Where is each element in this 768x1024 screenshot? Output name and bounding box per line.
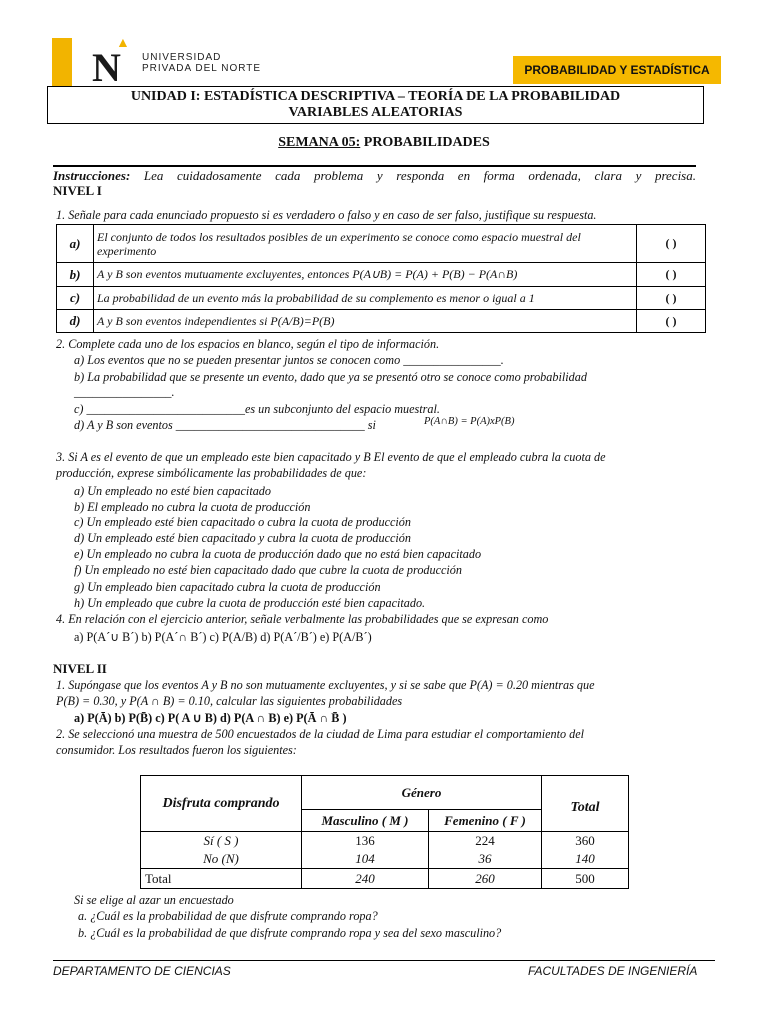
true-false-table <box>56 224 706 333</box>
sub-question-a: a. ¿Cuál es la probabilidad de que disfrute comprando ropa? <box>78 909 378 923</box>
total-f: 260 <box>429 869 542 889</box>
course-badge: PROBABILIDAD Y ESTADÍSTICA <box>513 56 721 84</box>
nivel1-q2: 2. Complete cada uno de los espacios en blanco, según el tipo de información. <box>56 337 440 351</box>
tf-answer-box[interactable]: ( ) <box>637 263 706 287</box>
total-label: Total <box>141 869 302 889</box>
q2-item: b) La probabilidad que se presente un evento, dado que ya se presentó otro se conoce como probabilidad <box>74 370 587 384</box>
q3-item: g) Un empleado bien capacitado cubra la cuota de producción <box>74 580 381 594</box>
unit-title-line1: UNIDAD I: ESTADÍSTICA DESCRIPTIVA – TEORÍA DE LA PROBABILIDAD <box>130 89 621 104</box>
tf-row-label: d) <box>57 310 94 333</box>
cell-m: 104 <box>302 850 429 869</box>
nivel1-title: NIVEL I <box>53 183 102 198</box>
logo-arrow-icon: ▲ <box>116 36 130 51</box>
logo-line1: UNIVERSIDAD <box>142 52 222 63</box>
tf-row <box>57 263 706 287</box>
q3-item: c) Un empleado esté bien capacitado o cubra la cuota de producción <box>74 515 411 529</box>
logo-accent-bar <box>52 38 72 86</box>
nivel1-q1: 1. Señale para cada enunciado propuesto si es verdadero o falso y en caso de ser falso, justifique su respuesta. <box>56 208 597 222</box>
col-total: Total <box>542 798 629 820</box>
col-femenino: Femenino ( F ) <box>429 810 542 832</box>
tf-row <box>57 310 706 333</box>
footer-department: DEPARTAMENTO DE CIENCIAS <box>53 964 231 978</box>
q3-item: d) Un empleado esté bien capacitado y cubra la cuota de producción <box>74 531 411 545</box>
logo-line2: PRIVADA DEL NORTE <box>142 63 262 74</box>
instructions-text: Lea cuidadosamente cada problema y responda en forma ordenada, clara y precisa. <box>130 168 696 183</box>
row-label: Sí ( S ) <box>141 832 302 851</box>
tf-row <box>57 287 706 310</box>
instructions <box>53 168 696 184</box>
footer-faculty: FACULTADES DE INGENIERÍA <box>528 964 698 978</box>
q3-item: a) Un empleado no esté bien capacitado <box>74 484 271 498</box>
q2-item: c) __________________________es un subconjunto del espacio muestral. <box>74 402 440 416</box>
sub-question-b: b. ¿Cuál es la probabilidad de que disfrute comprando ropa y sea del sexo masculino? <box>78 926 502 940</box>
tf-row-text: La probabilidad de un evento más la probabilidad de su complemento es menor o igual a 1 <box>94 287 637 310</box>
nivel2-q1: 1. Supóngase que los eventos A y B no son mutuamente excluyentes, y si se sabe que P(A) = 0.20 mientras que <box>56 678 595 692</box>
tf-answer-box[interactable]: ( ) <box>637 225 706 263</box>
table-row <box>141 850 629 869</box>
q3-item: h) Un empleado que cubre la cuota de producción esté bien capacitado. <box>74 596 426 610</box>
total-t: 500 <box>542 869 629 889</box>
q2-item: a) Los eventos que no se pueden presentar juntos se conocen como ________________. <box>74 353 504 367</box>
week-name: PROBABILIDADES <box>360 135 490 150</box>
divider <box>53 165 696 167</box>
q3-item: f) Un empleado no esté bien capacitado dado que cubre la cuota de producción <box>74 563 462 577</box>
footer-divider <box>53 960 715 961</box>
nivel1-q3: 3. Si A es el evento de que un empleado este bien capacitado y B El evento de que el empleado cubra la cuota de <box>56 450 606 464</box>
university-logo <box>142 52 261 74</box>
table-row <box>141 832 629 851</box>
nivel2-q1-items: a) P(Ā) b) P(B̄) c) P( A ∪ B) d) P(A ∩ B) e) P(Ā ∩ B̄ ) <box>74 711 347 725</box>
tf-answer-box[interactable]: ( ) <box>637 287 706 310</box>
tf-row-text: A y B son eventos independientes si P(A/B)=P(B) <box>94 310 637 333</box>
cell-t: 360 <box>542 832 629 851</box>
nivel2-q2-cont: consumidor. Los resultados fueron los siguientes: <box>56 743 297 757</box>
table-total-row <box>141 869 629 889</box>
survey-table <box>140 775 629 889</box>
week-label: SEMANA 05: <box>278 135 361 150</box>
week-title <box>0 135 768 151</box>
tf-row-label: a) <box>57 225 94 263</box>
nivel1-q4: 4. En relación con el ejercicio anterior, señale verbalmente las probabilidades que se expresan como <box>56 612 549 626</box>
q2-formula: P(A∩B) = P(A)xP(B) <box>424 416 515 427</box>
cell-t: 140 <box>542 850 629 869</box>
cell-f: 36 <box>429 850 542 869</box>
q3-item: e) Un empleado no cubra la cuota de producción dado que no está bien capacitado <box>74 547 482 561</box>
tf-row-text: El conjunto de todos los resultados posibles de un experimento se conoce como espacio muestral del experimento <box>94 225 637 263</box>
cell-f: 224 <box>429 832 542 851</box>
gender-header: Género <box>302 776 542 810</box>
q4-items: a) P(A´∪ B´) b) P(A´∩ B´) c) P(A/B) d) P(A´/B´) e) P(A/B´) <box>74 630 372 644</box>
tf-row-text: A y B son eventos mutuamente excluyentes, entonces P(A∪B) = P(A) + P(B) − P(A∩B) <box>94 263 637 287</box>
cell-m: 136 <box>302 832 429 851</box>
unit-title-line2: VARIABLES ALEATORIAS <box>288 105 463 120</box>
nivel2-title: NIVEL II <box>53 661 107 676</box>
tf-answer-box[interactable]: ( ) <box>637 310 706 333</box>
nivel2-q1-cont: P(B) = 0.30, y P(A ∩ B) = 0.10, calcular las siguientes probabilidades <box>56 694 403 708</box>
instructions-label: Instrucciones: <box>53 168 131 183</box>
logo-letter: N <box>92 45 121 90</box>
nivel2-q2: 2. Se seleccionó una muestra de 500 encuestados de la ciudad de Lima para estudiar el comportamiento del <box>56 727 585 741</box>
q2-item: d) A y B son eventos _______________________________ si <box>74 418 376 432</box>
after-table-text: Si se elige al azar un encuestado <box>74 893 234 907</box>
row-label: No (N) <box>141 850 302 869</box>
q2-item: ________________. <box>74 385 175 399</box>
unit-title-box <box>47 86 704 124</box>
tf-row-label: c) <box>57 287 94 310</box>
total-m: 240 <box>302 869 429 889</box>
row-header: Disfruta comprando <box>141 776 302 832</box>
col-masculino: Masculino ( M ) <box>302 810 429 832</box>
nivel1-q3-cont: producción, exprese simbólicamente las probabilidades de que: <box>56 466 367 480</box>
q3-item: b) El empleado no cubra la cuota de producción <box>74 500 311 514</box>
tf-row-label: b) <box>57 263 94 287</box>
tf-row <box>57 225 706 263</box>
